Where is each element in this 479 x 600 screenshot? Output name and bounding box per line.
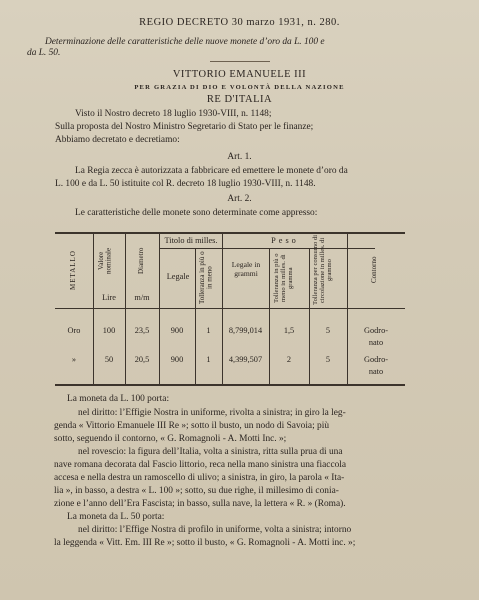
article-2-text: Le caratteristiche delle monete sono determinate come appresso: <box>75 208 318 218</box>
description-line: nel diritto: l’Effige Nostra di profilo in uniforme, volta a sinistra; intorno <box>78 525 352 535</box>
table-cell: Godro- <box>364 326 388 335</box>
article-2-heading: Art. 2. <box>227 194 252 204</box>
description-line: nel rovescio: la figura dell’Italia, volta a sinistra, ritta sulla prua di una <box>78 447 343 457</box>
header-tolleranza-titolo: Tolleranza in più o in meno <box>198 251 214 305</box>
header-peso-legale: Legale in grammi <box>231 260 261 278</box>
table-cell: Godro- <box>364 355 388 364</box>
description-line: sotto, seguendo il contorno, « G. Romagnoli - A. Motti Inc. »; <box>54 434 287 444</box>
header-diametro-unit: m/m <box>134 293 150 302</box>
decree-title: REGIO DECRETO 30 marzo 1931, n. 280. <box>139 17 340 28</box>
table-cell: 1 <box>206 355 211 364</box>
header-valore: Valore nominale <box>97 247 113 275</box>
grace-line: PER GRAZIA DI DIO E VOLONTÀ DELLA NAZIONE <box>134 84 345 91</box>
king-title: RE D'ITALIA <box>206 94 273 105</box>
table-cell: nato <box>368 338 384 347</box>
description-line: la leggenda « Vitt. Em. III Re »; sotto il busto, « G. Romagnoli - A. Motti inc. »; <box>54 538 356 548</box>
table-cell: 900 <box>170 355 184 364</box>
header-peso-group: Peso <box>271 236 299 245</box>
table-cell: 50 <box>104 355 114 364</box>
header-titolo-group: Titolo di milles. <box>164 236 218 245</box>
article-1-heading: Art. 1. <box>227 152 252 162</box>
description-line: nel diritto: l’Effigie Nostra in uniforme, rivolta a sinistra; in giro la leg- <box>78 408 346 418</box>
header-titolo-legale: Legale <box>166 272 190 281</box>
table-cell: nato <box>368 367 384 376</box>
coin-specifications-table <box>55 232 405 386</box>
table-cell: 23,5 <box>134 326 150 335</box>
description-line: accesa e nella destra un ramoscello di ulivo; a sinistra, in giro, la parola « Ita- <box>54 473 345 483</box>
table-cell: 900 <box>170 326 184 335</box>
decree-subtitle-line1: Determinazione delle caratteristiche delle nuove monete d’oro da L. 100 e <box>45 37 325 47</box>
table-cell: 8,799,014 <box>228 326 263 335</box>
table-cell: 20,5 <box>134 355 150 364</box>
decree-subtitle-line2: da L. 50. <box>27 48 61 58</box>
description-line: La moneta da L. 100 porta: <box>67 394 170 404</box>
table-cell: 2 <box>286 355 292 364</box>
header-tolleranza-peso: Tolleranza in più o meno in milles. di gramma <box>273 253 294 303</box>
header-tolleranza-consumo: Tolleranza per consumo di circolazione in milles. di grammo <box>312 234 333 306</box>
table-cell: 1,5 <box>283 326 295 335</box>
table-cell: 4,399,507 <box>228 355 263 364</box>
header-contorno: Contorno <box>370 256 378 284</box>
header-diametro: Diametro <box>137 247 145 275</box>
header-metallo: METALLO <box>69 250 77 290</box>
table-cell: 5 <box>325 326 331 335</box>
description-line: nave romana decorata dal Fascio littorio, reca nella mano sinistra una fiaccola <box>54 460 347 470</box>
table-cell: 100 <box>102 326 116 335</box>
table-cell: 5 <box>325 355 331 364</box>
table-cell: 1 <box>206 326 211 335</box>
king-name: VITTORIO EMANUELE III <box>172 69 307 80</box>
description-line: lia », in basso, a destra « L. 100 »; sotto, su due righe, il millesimo di conia- <box>54 486 339 496</box>
description-line: genda « Vittorio Emanuele III Re »; sotto il busto, un nodo di Savoia; più <box>54 421 330 431</box>
divider <box>210 61 270 62</box>
description-line: La moneta da L. 50 porta: <box>67 512 165 522</box>
preamble-line: Visto il Nostro decreto 18 luglio 1930-VIII, n. 1148; <box>75 109 272 119</box>
header-valore-unit: Lire <box>102 293 116 302</box>
article-1-text: L. 100 e da L. 50 istituite col R. decreto 18 luglio 1930-VIII, n. 1148. <box>55 179 316 189</box>
preamble-line: Abbiamo decretato e decretiamo: <box>55 135 180 145</box>
table-cell: Oro <box>67 326 81 335</box>
preamble-line: Sulla proposta del Nostro Ministro Segretario di Stato per le finanze; <box>55 122 314 132</box>
table-cell: » <box>71 355 77 364</box>
description-line: zione e l’anno dell’Era Fascista; in basso, sulla nave, la lettera « R. » (Roma). <box>54 499 346 509</box>
article-1-text: La Regia zecca è autorizzata a fabbricare ed emettere le monete d’oro da <box>75 166 348 176</box>
